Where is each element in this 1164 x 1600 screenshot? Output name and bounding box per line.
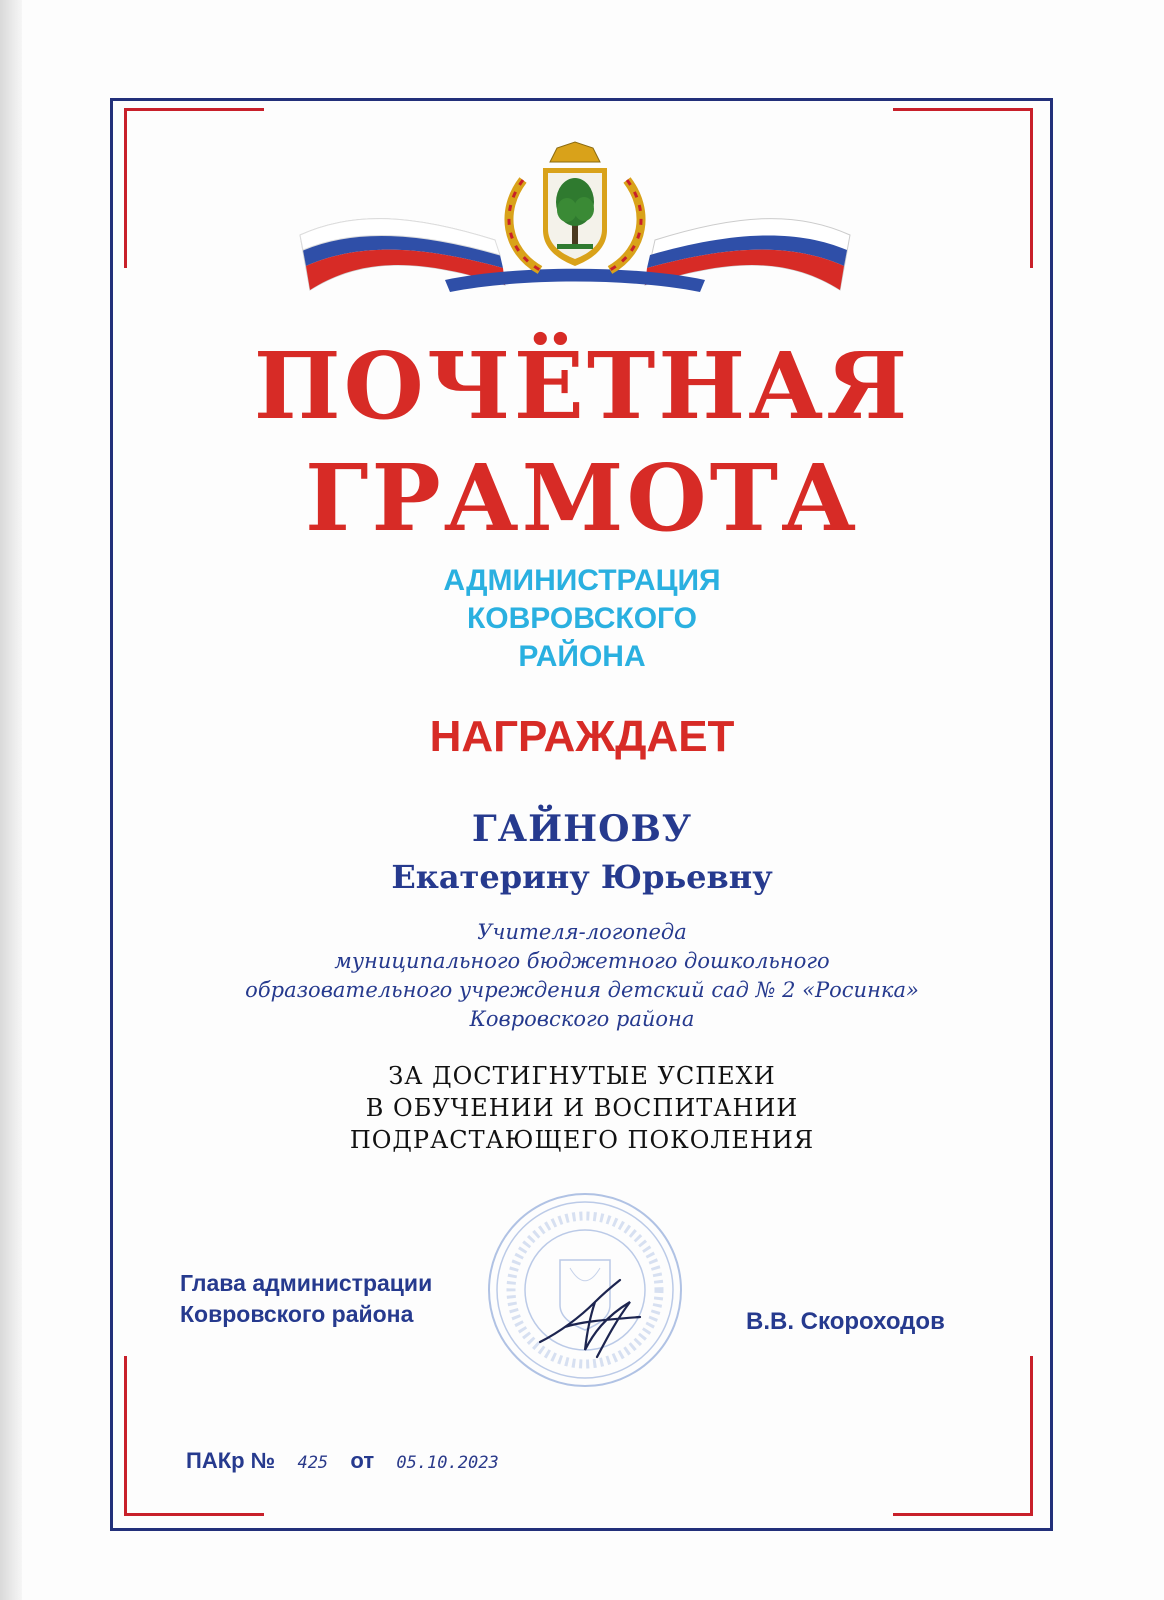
signer-title (180, 1268, 432, 1330)
award-action: НАГРАЖДАЕТ (429, 712, 735, 761)
recipient-position (0, 918, 1164, 1034)
award-reason (0, 1060, 1164, 1156)
registration-line (186, 1448, 499, 1474)
reason-line1: ЗА ДОСТИГНУТЫЕ УСПЕХИ (388, 1062, 776, 1090)
registration-date: 05.10.2023 (396, 1453, 499, 1473)
position-line2: муниципального бюджетного дошкольного (334, 949, 830, 973)
issuer-line3: РАЙОНА (518, 640, 646, 673)
certificate-title-line1: ПОЧЁТНАЯ (253, 332, 911, 440)
certificate-title-line2: ГРАМОТА (305, 444, 859, 552)
issuer-line2: КОВРОВСКОГО (466, 602, 698, 635)
registration-number: 425 (297, 1453, 329, 1473)
reason-line2: В ОБУЧЕНИИ И ВОСПИТАНИИ (365, 1094, 799, 1122)
registration-prefix: ПАКр № (186, 1448, 276, 1473)
position-line1: Учителя-логопеда (477, 920, 687, 944)
handwritten-signature (535, 1272, 645, 1362)
scan-edge-shadow (0, 0, 22, 1600)
signer-name: В.В. Скороходов (746, 1308, 945, 1335)
corner-ornament-top-right (893, 108, 1033, 268)
corner-ornament-bottom-right (893, 1356, 1033, 1516)
position-line3: образовательного учреждения детский сад № 2 «Росинка» (245, 978, 919, 1002)
signer-title-line2: Ковровского района (180, 1301, 414, 1327)
corner-ornament-top-left (124, 108, 264, 268)
recipient-given-name: Екатерину Юрьевну (391, 858, 773, 896)
corner-ornament-bottom-left (124, 1356, 264, 1516)
position-line4: Ковровского района (469, 1007, 695, 1031)
recipient-surname: ГАЙНОВУ (471, 808, 693, 850)
issuer-block (0, 562, 1164, 676)
registration-date-label: от (350, 1448, 375, 1473)
coat-of-arms-icon (295, 140, 855, 300)
signer-title-line1: Глава администрации (180, 1270, 433, 1296)
reason-line3: ПОДРАСТАЮЩЕГО ПОКОЛЕНИЯ (349, 1126, 815, 1154)
issuer-line1: АДМИНИСТРАЦИЯ (443, 564, 721, 597)
